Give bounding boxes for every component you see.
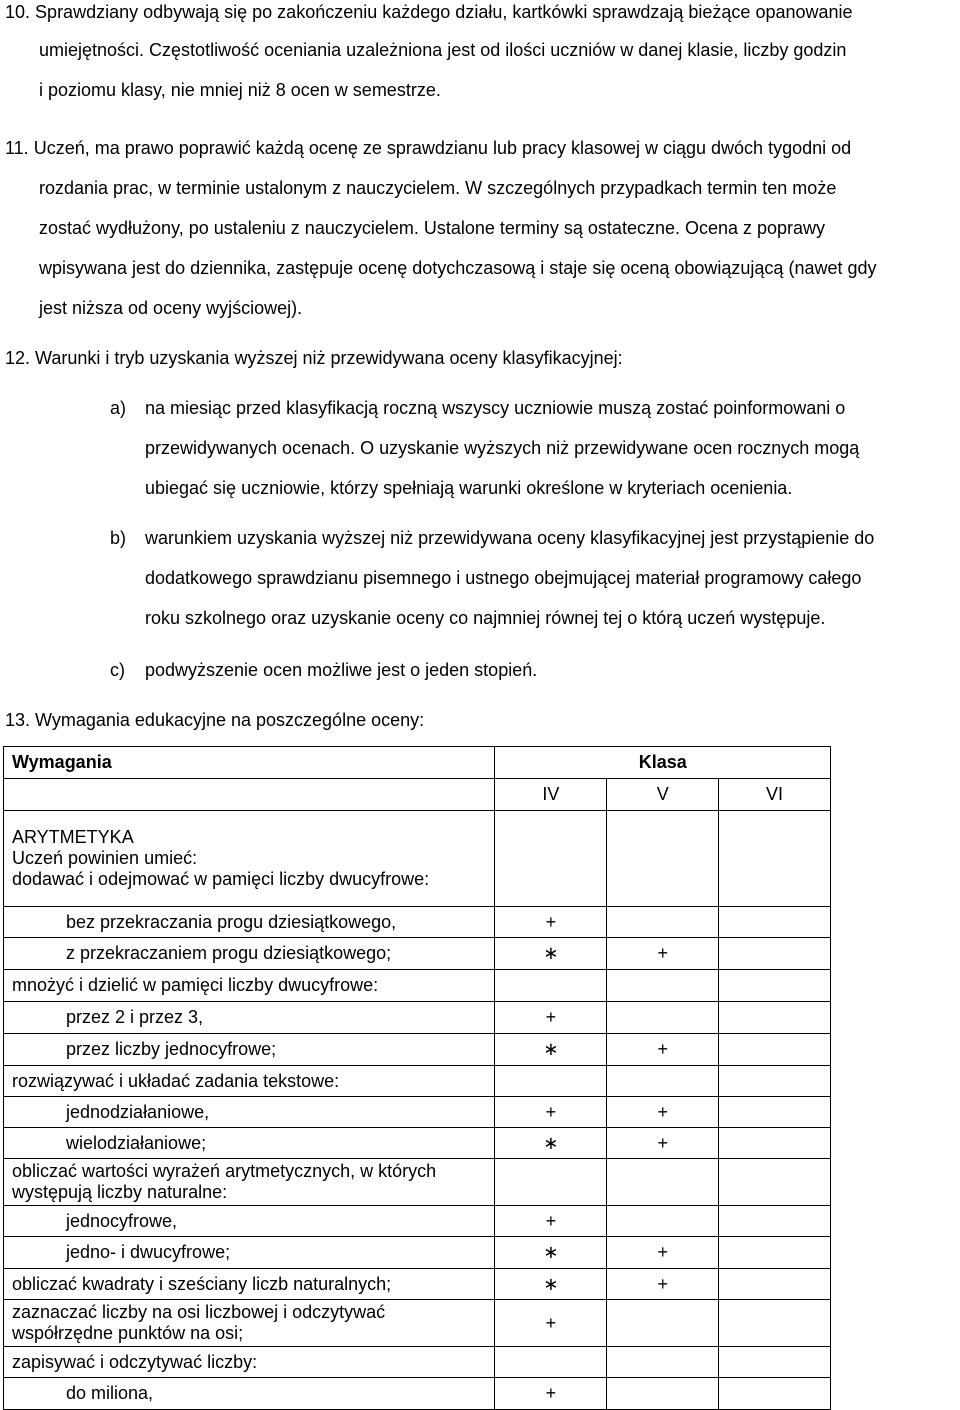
grade-mark-vi <box>719 907 831 938</box>
item-b-line2: dodatkowego sprawdzianu pisemnego i ustnego obejmującej materiał programowy całego <box>145 568 862 588</box>
table-class-row <box>4 779 831 811</box>
paragraph-11-line3: zostać wydłużony, po ustaleniu z nauczycielem. Ustalone terminy są ostateczne. Ocena z poprawy <box>39 218 826 238</box>
paragraph-13-heading-text: Wymagania edukacyjne na poszczególne oceny: <box>35 710 425 730</box>
grade-mark-vi <box>719 1347 831 1378</box>
paragraph-10-line3: i poziomu klasy, nie mniej niż 8 ocen w semestrze. <box>39 80 441 100</box>
grade-mark-v <box>607 1159 719 1206</box>
table-row <box>4 1300 831 1347</box>
grade-mark-vi <box>719 1128 831 1159</box>
requirement-cell <box>4 1347 495 1378</box>
item-a-line1: na miesiąc przed klasyfikacją roczną wszyscy uczniowie muszą zostać poinformowani o <box>145 398 846 418</box>
paragraph-12-heading-text: Warunki i tryb uzyskania wyższej niż przewidywana oceny klasyfikacyjnej: <box>35 348 623 368</box>
requirement-cell <box>4 1378 495 1410</box>
requirement-text: wielodziałaniowe; <box>66 1132 207 1153</box>
grade-mark-vi <box>719 1097 831 1128</box>
grade-mark-iv <box>495 1159 607 1206</box>
class-iv: IV <box>495 779 607 811</box>
grade-mark-vi <box>719 1378 831 1410</box>
item-b-label: b) <box>110 528 127 548</box>
requirement-text: obliczać kwadraty i sześciany liczb naturalnych; <box>12 1273 392 1294</box>
grade-mark-iv: ∗ <box>495 1128 607 1159</box>
grade-mark-iv <box>495 1066 607 1097</box>
grade-mark-v <box>607 1002 719 1034</box>
table-row <box>4 1034 831 1066</box>
grade-mark-v <box>607 1066 719 1097</box>
grade-mark-v <box>607 1206 719 1237</box>
requirement-text: dodawać i odejmować w pamięci liczby dwucyfrowe: <box>12 869 430 889</box>
grade-mark-vi <box>719 1206 831 1237</box>
paragraph-10-line1 <box>5 2 853 22</box>
requirement-text: do miliona, <box>66 1383 154 1403</box>
class-v: V <box>607 779 719 811</box>
requirement-text: jedno- i dwucyfrowe; <box>66 1242 231 1262</box>
grade-mark-iv <box>495 970 607 1002</box>
grade-mark-vi <box>719 1066 831 1097</box>
requirement-cell <box>4 1206 495 1237</box>
table-row <box>4 1066 831 1097</box>
grade-mark-iv: + <box>495 1097 607 1128</box>
grade-mark-iv: + <box>495 1378 607 1410</box>
grade-mark-vi <box>719 1237 831 1269</box>
paragraph-12-number: 12. <box>5 348 31 368</box>
requirement-cell <box>4 970 495 1002</box>
grade-mark-vi <box>719 970 831 1002</box>
grade-mark-iv: + <box>495 1206 607 1237</box>
requirement-text: bez przekraczania progu dziesiątkowego, <box>66 911 397 932</box>
paragraph-11-text1: Uczeń, ma prawo poprawić każdą ocenę ze sprawdzianu lub pracy klasowej w ciągu dwóch tygodni od <box>33 138 852 158</box>
header-class: Klasa <box>495 747 831 779</box>
item-c-line1: podwyższenie ocen możliwe jest o jeden stopień. <box>145 660 538 680</box>
table-row <box>4 1159 831 1206</box>
grade-mark-iv <box>495 1347 607 1378</box>
item-b-line1: warunkiem uzyskania wyższej niż przewidywana oceny klasyfikacyjnej jest przystąpienie do <box>145 528 875 548</box>
paragraph-11-number: 11. <box>5 138 29 158</box>
table-row <box>4 970 831 1002</box>
grade-mark-iv: + <box>495 1002 607 1034</box>
requirement-cell <box>4 1034 495 1066</box>
grade-mark-iv: ∗ <box>495 1237 607 1269</box>
table-row <box>4 1128 831 1159</box>
paragraph-10-number: 10. <box>5 2 31 22</box>
grade-mark-vi <box>719 1159 831 1206</box>
table-row <box>4 811 831 907</box>
grade-mark-v <box>607 811 719 907</box>
item-a-line3: ubiegać się uczniowie, którzy spełniają warunki określone w kryteriach ocenienia. <box>145 478 793 498</box>
requirement-text: obliczać wartości wyrażeń arytmetycznych, w których występują liczby naturalne: <box>12 1161 437 1202</box>
grade-mark-vi <box>719 938 831 970</box>
requirement-text: jednodziałaniowe, <box>66 1101 210 1122</box>
paragraph-12-heading <box>5 348 623 368</box>
grade-mark-vi <box>719 1002 831 1034</box>
table-row <box>4 1097 831 1128</box>
block-title: ARYTMETYKA <box>12 827 134 847</box>
grade-mark-v <box>607 1300 719 1347</box>
table-row <box>4 1347 831 1378</box>
paragraph-10-line2: umiejętności. Częstotliwość oceniania uzależniona jest od ilości uczniów w danej klasie, liczby godzin <box>39 40 847 60</box>
requirement-text: z przekraczaniem progu dziesiątkowego; <box>66 943 392 963</box>
grade-mark-iv <box>495 811 607 907</box>
grade-mark-v <box>607 1378 719 1410</box>
table-header-row <box>4 747 831 779</box>
paragraph-11-line5: jest niższa od oceny wyjściowej). <box>39 298 303 318</box>
grade-mark-v: + <box>607 1034 719 1066</box>
class-vi: VI <box>719 779 831 811</box>
table-row <box>4 1378 831 1410</box>
requirement-cell <box>4 1159 495 1206</box>
grade-mark-iv: ∗ <box>495 1034 607 1066</box>
table-row <box>4 938 831 970</box>
grade-mark-vi <box>719 811 831 907</box>
requirement-cell <box>4 907 495 938</box>
item-a-label: a) <box>110 398 127 418</box>
paragraph-11-line2: rozdania prac, w terminie ustalonym z nauczycielem. W szczególnych przypadkach termin ten może <box>39 178 837 198</box>
requirement-cell <box>4 1066 495 1097</box>
requirement-text: zapisywać i odczytywać liczby: <box>12 1351 258 1372</box>
requirement-text: zaznaczać liczby na osi liczbowej i odczytywać współrzędne punktów na osi; <box>12 1302 386 1343</box>
item-a-line2: przewidywanych ocenach. O uzyskanie wyższych niż przewidywane ocen rocznych mogą <box>145 438 860 458</box>
grade-mark-vi <box>719 1269 831 1300</box>
table-row <box>4 1002 831 1034</box>
paragraph-10-text1: Sprawdziany odbywają się po zakończeniu każdego działu, kartkówki sprawdzają bieżące opanowanie <box>35 2 853 22</box>
paragraph-13-number: 13. <box>5 710 31 730</box>
requirement-cell <box>4 1300 495 1347</box>
requirement-cell <box>4 1269 495 1300</box>
grade-mark-v: + <box>607 1128 719 1159</box>
requirement-cell <box>4 1128 495 1159</box>
requirement-text: rozwiązywać i układać zadania tekstowe: <box>12 1070 340 1091</box>
table-row <box>4 1237 831 1269</box>
grade-mark-v: + <box>607 938 719 970</box>
paragraph-11-line4: wpisywana jest do dziennika, zastępuje ocenę dotychczasową i staje się oceną obowiązującą (nawet gdy <box>39 258 877 278</box>
item-b-line3: roku szkolnego oraz uzyskanie oceny co najmniej równej tej o którą uczeń występuje. <box>145 608 826 628</box>
header-empty-cell <box>4 779 495 811</box>
grade-mark-v <box>607 970 719 1002</box>
item-c-label: c) <box>110 660 125 680</box>
grade-mark-iv: + <box>495 1300 607 1347</box>
grade-mark-vi <box>719 1034 831 1066</box>
paragraph-11-line1 <box>5 138 851 158</box>
grade-mark-v <box>607 1347 719 1378</box>
requirements-table <box>3 746 831 1410</box>
table-row <box>4 1206 831 1237</box>
grade-mark-v <box>607 907 719 938</box>
requirement-cell <box>4 1097 495 1128</box>
requirement-cell <box>4 811 495 907</box>
requirement-cell <box>4 1002 495 1034</box>
grade-mark-v: + <box>607 1097 719 1128</box>
grade-mark-v: + <box>607 1269 719 1300</box>
requirement-text: jednocyfrowe, <box>66 1210 178 1231</box>
requirement-text: przez 2 i przez 3, <box>66 1007 204 1027</box>
grade-mark-iv: + <box>495 907 607 938</box>
requirement-cell <box>4 1237 495 1269</box>
requirement-text: przez liczby jednocyfrowe; <box>66 1039 277 1059</box>
grade-mark-iv: ∗ <box>495 938 607 970</box>
table-row <box>4 907 831 938</box>
grade-mark-vi <box>719 1300 831 1347</box>
paragraph-13-heading <box>5 710 424 730</box>
requirement-cell <box>4 938 495 970</box>
requirement-text: mnożyć i dzielić w pamięci liczby dwucyfrowe: <box>12 975 379 995</box>
grade-mark-v: + <box>607 1237 719 1269</box>
grade-mark-iv: ∗ <box>495 1269 607 1300</box>
block-subtitle: Uczeń powinien umieć: <box>12 848 198 868</box>
table-row <box>4 1269 831 1300</box>
header-requirements: Wymagania <box>4 747 495 779</box>
